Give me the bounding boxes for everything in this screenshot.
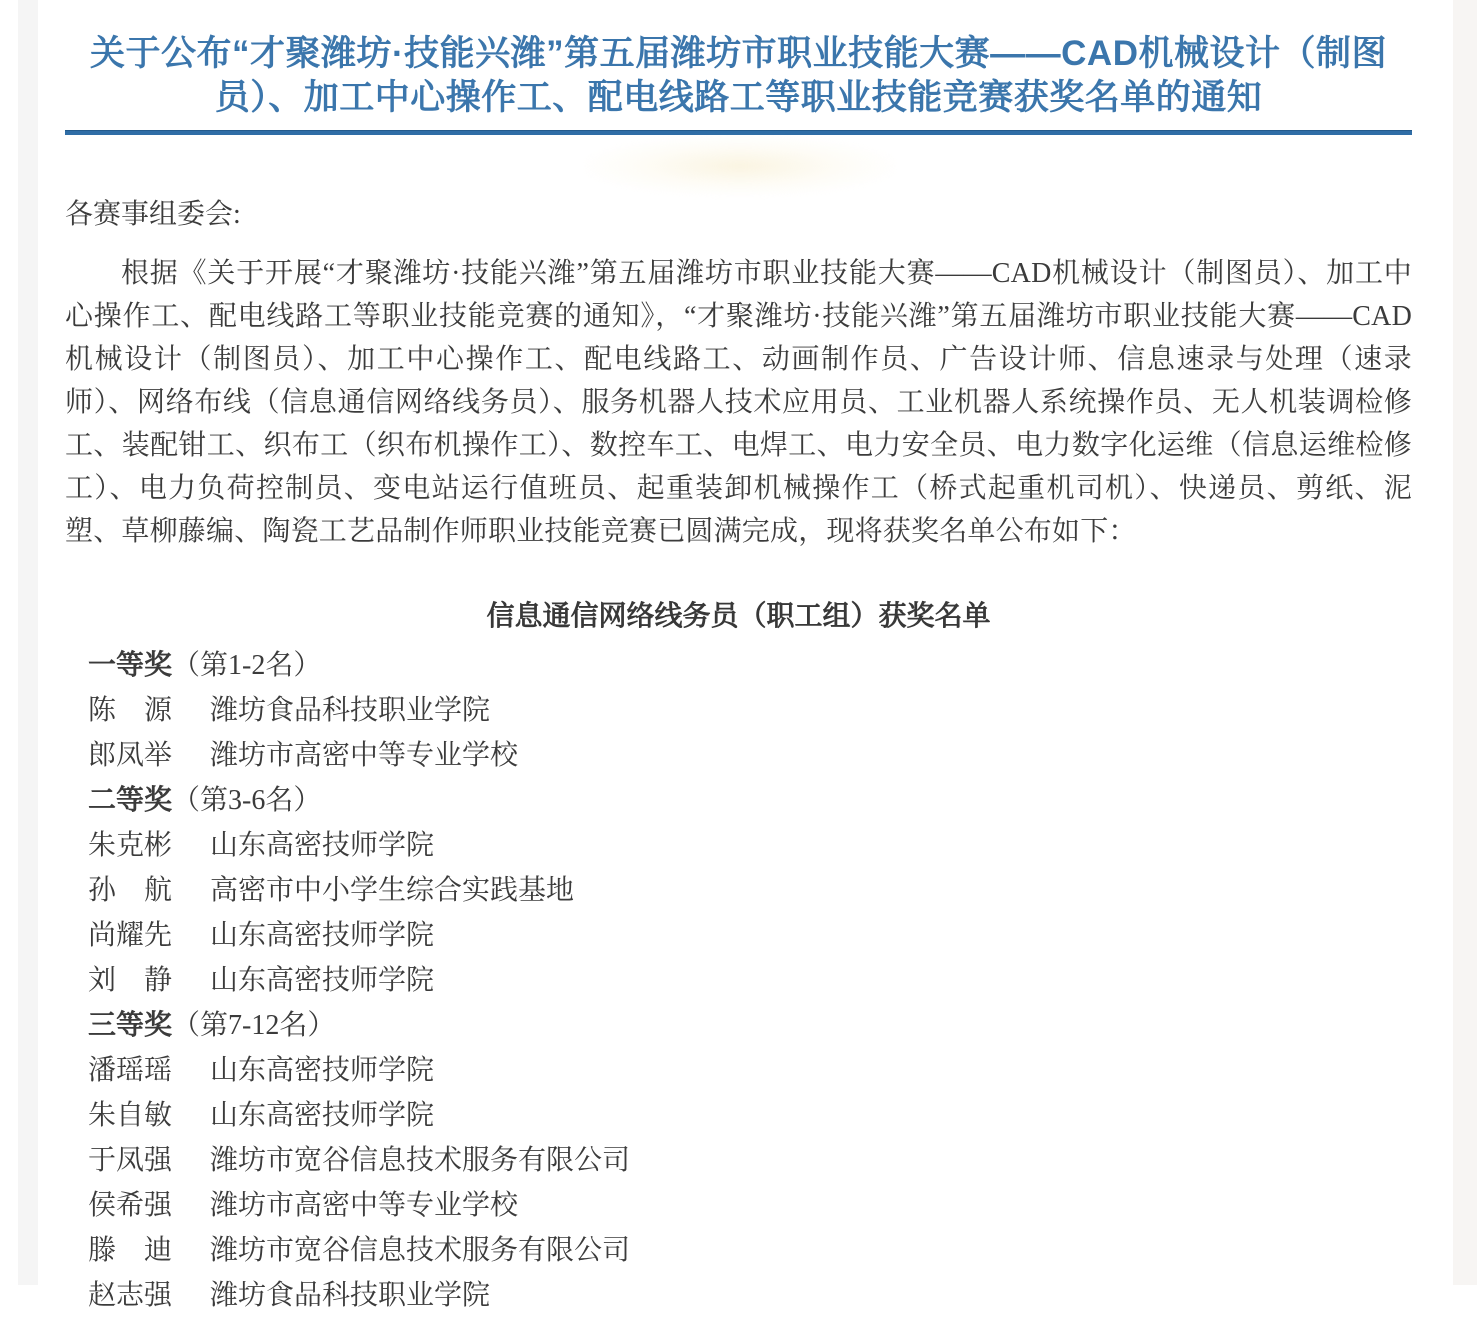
award-group-heading-first-prize (88, 643, 1412, 688)
page-title: 关于公布“才聚潍坊·技能兴潍”第五届潍坊市职业技能大赛——CAD机械设计（制图员）、加工中心操作工、配电线路工等职业技能竞赛获奖名单的通知 (90, 34, 1387, 117)
winner-name: 孙 航 (88, 875, 173, 906)
winner-organization: 山东高密技师学院 (210, 830, 435, 861)
winner-organization: 高密市中小学生综合实践基地 (210, 875, 575, 906)
winner-organization: 山东高密技师学院 (210, 965, 435, 996)
winner-name: 于凤强 (88, 1145, 173, 1176)
winner-organization: 山东高密技师学院 (210, 920, 435, 951)
body-paragraph: 根据《关于开展“才聚潍坊·技能兴潍”第五届潍坊市职业技能大赛——CAD机械设计（制图员）、加工中心操作工、配电线路工等职业技能竞赛的通知》，“才聚潍坊·技能兴潍”第五届潍坊市职业技能大赛——CAD机械设计（制图员）、加工中心操作工、配电线路工、动画制作员、广告设计师、信息速录与处理（速录师）、网络布线（信息通信网络线务员）、服务机器人技术应用员、工业机器人系统操作员、无人机装调检修工、装配钳工、织布工（织布机操作工）、数控车工、电焊工、电力安全员、电力数字化运维（信息运维检修工）、电力负荷控制员、变电站运行值班员、起重装卸机械操作工（桥式起重机司机）、快递员、剪纸、泥塑、草柳藤编、陶瓷工艺品制作师职业技能竞赛已圆满完成，现将获奖名单公布如下： (65, 258, 1412, 547)
winner-name: 尚耀先 (88, 920, 173, 951)
winner-organization: 潍坊市高密中等专业学校 (210, 740, 519, 771)
winner-organization: 山东高密技师学院 (210, 1100, 435, 1131)
winner-name: 陈 源 (88, 695, 173, 726)
winner-name: 滕 迪 (88, 1235, 173, 1266)
winner-organization: 潍坊市高密中等专业学校 (210, 1190, 519, 1221)
award-rank-range: （第7-12名） (172, 1010, 336, 1041)
winner-row (88, 823, 1412, 868)
winner-name: 潘瑶瑶 (88, 1055, 173, 1086)
winner-row (88, 1048, 1412, 1093)
winner-row (88, 1228, 1412, 1273)
winner-row (88, 688, 1412, 733)
salutation: 各赛事组委会: (65, 199, 241, 230)
winner-row (88, 913, 1412, 958)
winner-organization: 山东高密技师学院 (210, 1055, 435, 1086)
winner-organization: 潍坊食品科技职业学院 (210, 1280, 491, 1311)
winner-row (88, 1273, 1412, 1318)
winner-organization: 潍坊市宽谷信息技术服务有限公司 (210, 1235, 631, 1266)
award-tier-label: 三等奖 (88, 1010, 173, 1041)
winner-row (88, 1138, 1412, 1183)
winner-name: 朱自敏 (88, 1100, 173, 1131)
award-list (88, 643, 1412, 1318)
winner-name: 侯希强 (88, 1190, 173, 1221)
winner-row (88, 1183, 1412, 1228)
winner-row (88, 958, 1412, 1003)
faded-stamp-watermark (585, 136, 895, 196)
award-rank-range: （第1-2名） (172, 650, 322, 681)
winner-name: 朱克彬 (88, 830, 173, 861)
winner-row (88, 733, 1412, 778)
award-section-heading: 信息通信网络线务员（职工组）获奖名单 (486, 600, 991, 631)
winner-name: 刘 静 (88, 965, 173, 996)
winner-row (88, 1093, 1412, 1138)
winner-name: 郎凤举 (88, 740, 173, 771)
winner-row (88, 868, 1412, 913)
award-rank-range: （第3-6名） (172, 785, 322, 816)
award-tier-label: 一等奖 (88, 650, 173, 681)
winner-organization: 潍坊市宽谷信息技术服务有限公司 (210, 1145, 631, 1176)
award-group-heading-second-prize (88, 778, 1412, 823)
winner-name: 赵志强 (88, 1280, 173, 1311)
title-divider (65, 130, 1412, 135)
award-group-heading-third-prize (88, 1003, 1412, 1048)
winner-organization: 潍坊食品科技职业学院 (210, 695, 491, 726)
award-tier-label: 二等奖 (88, 785, 173, 816)
